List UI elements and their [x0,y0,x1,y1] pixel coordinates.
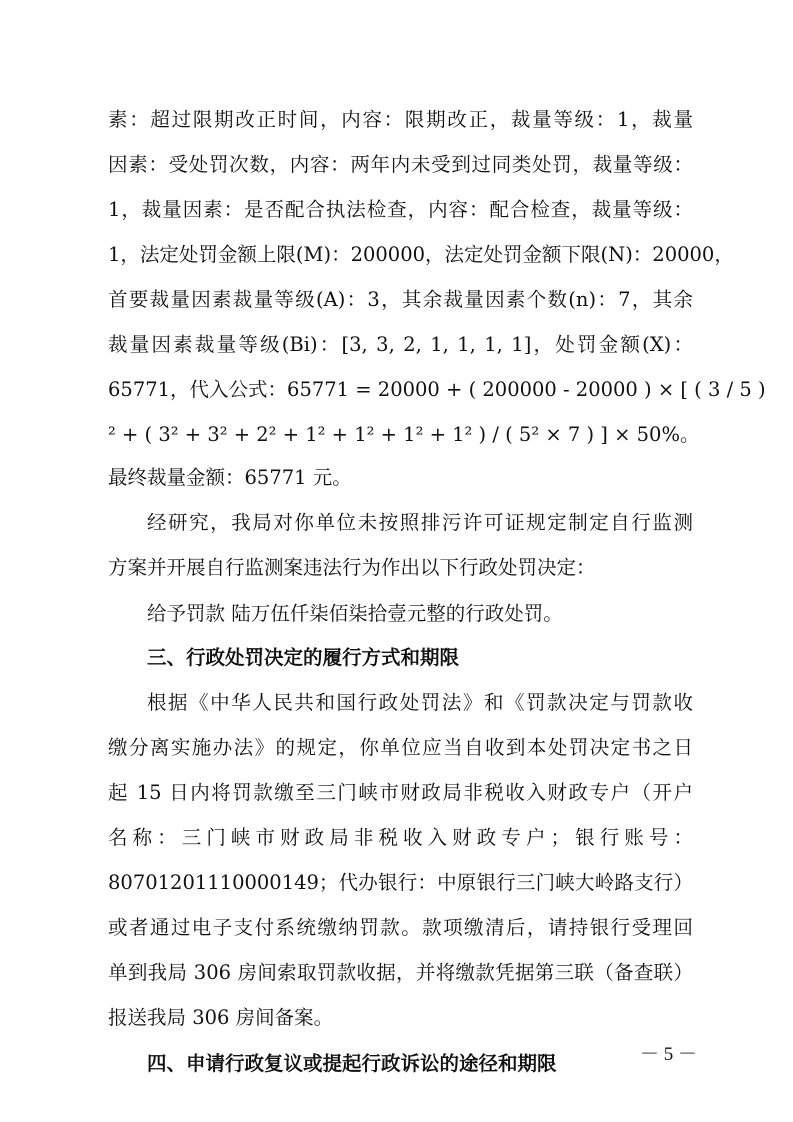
final-amount-line: 最终裁量金额：65771 元。 [108,466,352,489]
paragraph-start-line: 经研究，我局对你单位未按照排污许可证规定制定自行监测 [147,511,693,534]
penalty-decision-line: 给予罚款 陆万伍仟柒佰柒拾壹元整的行政处罚。 [147,602,563,625]
body-text-line: 或者通过电子支付系统缴纳罚款。款项缴清后，请持银行受理回 [108,916,693,939]
body-text-line: 缴分离实施办法》的规定，你单位应当自收到本处罚决定书之日 [108,736,693,759]
page-number: － 5 － [640,1044,698,1065]
body-text-line: 1，裁量因素：是否配合执法检查，内容：配合检查，裁量等级： [108,198,693,221]
section-heading-3: 三、行政处罚决定的履行方式和期限 [147,646,460,669]
body-text-line: 单到我局 306 房间索取罚款收据，并将缴款凭据第三联（备查联） [108,961,693,984]
body-text-line: 裁量因素裁量等级(Bi)：[3, 3, 2, 1, 1, 1, 1]，处罚金额(X)： [108,333,693,356]
section-heading-4: 四、申请行政复议或提起行政诉讼的途径和期限 [147,1052,557,1075]
body-text-line: 首要裁量因素裁量等级(A)：3，其余裁量因素个数(n)：7，其余 [108,288,693,311]
body-text-line: 名称：三门峡市财政局非税收入财政专户；银行账号： [108,826,693,849]
body-text-line: 1，法定处罚金额上限(M)：200000，法定处罚金额下限(N)：20000， [108,243,734,266]
formula-line: ² + ( 3² + 3² + 2² + 1² + 1² + 1² + 1² ) / ( 5² × 7 ) ] × 50%。 [108,423,700,446]
body-text-line: 因素：受处罚次数，内容：两年内未受到过同类处罚，裁量等级： [108,153,693,176]
paragraph-start-line: 根据《中华人民共和国行政处罚法》和《罚款决定与罚款收 [147,691,693,714]
body-text-line: 报送我局 306 房间备案。 [108,1006,334,1029]
body-text-line: 方案并开展自行监测案违法行为作出以下行政处罚决定： [108,556,596,579]
formula-line: 65771，代入公式：65771 = 20000 + ( 200000 - 20000 ) × [ ( 3 / 5 ) [108,378,766,401]
body-text-line: 起 15 日内将罚款缴至三门峡市财政局非税收入财政专户（开户 [108,781,693,804]
bank-account-line: 80701201110000149；代办银行：中原银行三门峡大岭路支行） [108,871,693,894]
body-text-line: 素：超过限期改正时间，内容：限期改正，裁量等级：1，裁量 [108,108,693,131]
